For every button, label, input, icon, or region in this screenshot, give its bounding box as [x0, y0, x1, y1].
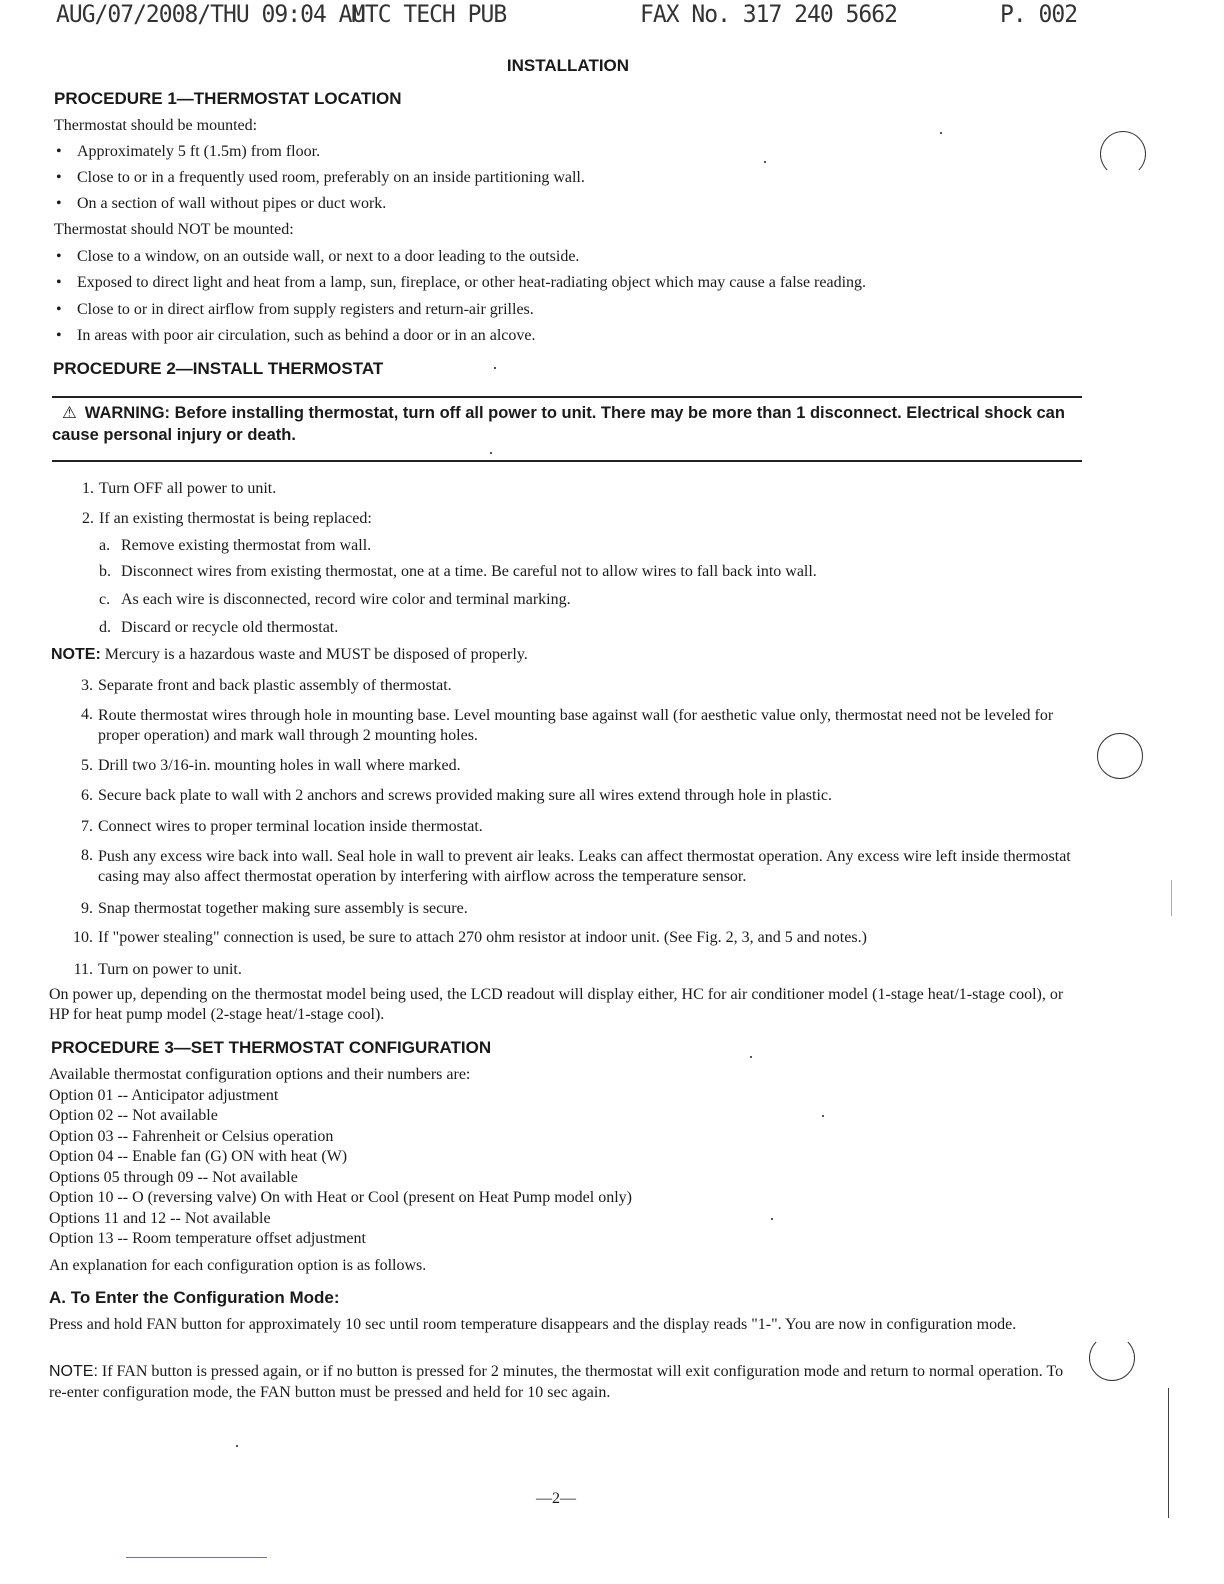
punch-hole-icon [1097, 733, 1143, 779]
step-number: 4. [81, 706, 93, 723]
punch-hole-icon [1089, 1335, 1135, 1381]
scan-speck [490, 452, 492, 454]
bullet-icon: • [56, 274, 62, 291]
procedure1-title: PROCEDURE 1—THERMOSTAT LOCATION [54, 89, 402, 108]
warning-label: WARNING: [84, 404, 171, 422]
options-explanation: An explanation for each configuration option is as follows. [49, 1257, 427, 1274]
scan-speck [771, 1218, 773, 1220]
not-mounted-item: Exposed to direct light and heat from a lamp, sun, fireplace, or other heat-radiating object which may cause a false reading. [77, 274, 867, 291]
mercury-note [51, 646, 528, 664]
option-item: Option 02 -- Not available [49, 1107, 218, 1124]
substep-number: c. [99, 591, 111, 608]
substep-text: Discard or recycle old thermostat. [121, 619, 339, 636]
note-label: NOTE: [49, 1363, 98, 1380]
not-mounted-intro: Thermostat should NOT be mounted: [54, 221, 294, 238]
fax-page: P. 002 [1000, 1, 1078, 29]
option-item: Options 05 through 09 -- Not available [49, 1169, 298, 1186]
bullet-icon: • [56, 143, 62, 160]
step-text: Separate front and back plastic assembly of thermostat. [98, 677, 452, 694]
step-number: 1. [82, 480, 94, 497]
note-text: Mercury is a hazardous waste and MUST be disposed of properly. [104, 646, 528, 663]
substep-number: a. [99, 537, 111, 554]
scan-edge-line [1171, 880, 1172, 916]
step-text: Drill two 3/16-in. mounting holes in wall where marked. [98, 757, 461, 774]
step-number: 2. [82, 510, 94, 527]
fax-header [56, 1, 1078, 35]
step-text: Push any excess wire back into wall. Seal hole in wall to prevent air leaks. Leaks can affect thermostat operation. Any excess wire left inside thermostat casing may also affect thermostat operation by interfering with airflow across the temperature sensor. [98, 848, 1071, 885]
option-item: Option 03 -- Fahrenheit or Celsius operation [49, 1128, 334, 1145]
option-item: Option 13 -- Room temperature offset adjustment [49, 1230, 366, 1247]
bullet-icon: • [56, 327, 62, 344]
step-number: 6. [81, 787, 93, 804]
scan-speck [494, 367, 496, 369]
substep-text: Disconnect wires from existing thermostat, one at a time. Be careful not to allow wires to fall back into wall. [121, 563, 817, 580]
mounted-item: Close to or in a frequently used room, preferably on an inside partitioning wall. [77, 169, 585, 186]
step-text: Route thermostat wires through hole in mounting base. Level mounting base against wall (for aesthetic value only, thermostat need not be leveled for proper operation) and mark wall through 2 mounting holes. [98, 707, 1054, 744]
option-item: Option 01 -- Anticipator adjustment [49, 1087, 279, 1104]
step-number: 11. [73, 961, 93, 978]
note-label: NOTE: [51, 646, 101, 663]
step-text: If "power stealing" connection is used, be sure to attach 270 ohm resistor at indoor unit. (See Fig. 2, 3, and 5 and notes.) [98, 929, 867, 946]
fax-number: FAX No. 317 240 5662 [640, 1, 897, 29]
step-text: Connect wires to proper terminal location inside thermostat. [98, 818, 483, 835]
options-intro: Available thermostat configuration options and their numbers are: [49, 1066, 471, 1083]
not-mounted-item: In areas with poor air circulation, such as behind a door or in an alcove. [77, 327, 536, 344]
fax-date: AUG/07/2008/THU 09:04 AM [56, 1, 365, 29]
configuration-mode-text: Press and hold FAN button for approximately 10 sec until room temperature disappears and the display reads "1-". You are now in configuration mode. [49, 1316, 1017, 1333]
substep-number: b. [99, 563, 111, 580]
step-number: 10. [73, 929, 93, 946]
mounted-item: On a section of wall without pipes or duct work. [77, 195, 387, 212]
option-item: Option 04 -- Enable fan (G) ON with heat (W) [49, 1148, 348, 1165]
bullet-icon: • [56, 169, 62, 186]
procedure2-title: PROCEDURE 2—INSTALL THERMOSTAT [53, 359, 384, 378]
substep-text: Remove existing thermostat from wall. [121, 537, 372, 554]
warning-box [52, 402, 1082, 446]
step-text: Turn OFF all power to unit. [99, 480, 277, 497]
step-text: Turn on power to unit. [98, 961, 242, 978]
bullet-icon: • [56, 301, 62, 318]
option-item: Options 11 and 12 -- Not available [49, 1210, 271, 1227]
option-item: Option 10 -- O (reversing valve) On with Heat or Cool (present on Heat Pump model only) [49, 1189, 632, 1206]
not-mounted-item: Close to a window, on an outside wall, or next to a door leading to the outside. [77, 248, 580, 265]
scan-edge-line [1168, 1388, 1169, 1518]
punch-hole-icon [1100, 131, 1146, 177]
step-number: 8. [81, 847, 93, 864]
section-title: INSTALLATION [506, 56, 630, 75]
scan-speck [940, 132, 942, 134]
mounted-intro: Thermostat should be mounted: [54, 117, 258, 134]
bullet-icon: • [56, 248, 62, 265]
step-number: 3. [81, 677, 93, 694]
step-number: 5. [81, 757, 93, 774]
warning-top-rule [52, 396, 1082, 398]
configuration-mode-title: A. To Enter the Configuration Mode: [49, 1288, 340, 1307]
step-number: 9. [81, 900, 93, 917]
scan-speck [750, 1056, 752, 1058]
fax-org: UTC TECH PUB [352, 1, 507, 29]
warning-text: Before installing thermostat, turn off all power to unit. There may be more than 1 disconnect. Electrical shock can cause personal injury or death. [52, 404, 1065, 444]
procedure3-title: PROCEDURE 3—SET THERMOSTAT CONFIGURATION [51, 1038, 492, 1057]
power-up-text: On power up, depending on the thermostat model being used, the LCD readout will display either, HC for air conditioner model (1-stage heat/1-stage cool), or HP for heat pump model (2-stage heat/1-stage cool). [49, 986, 1064, 1023]
configuration-note [49, 1361, 1084, 1403]
page-number: —2— [536, 1490, 576, 1507]
warning-triangle-icon: ⚠ [62, 404, 77, 422]
scan-speck [822, 1115, 824, 1117]
step-text: If an existing thermostat is being replaced: [99, 510, 372, 527]
bullet-icon: • [56, 195, 62, 212]
mounted-item: Approximately 5 ft (1.5m) from floor. [77, 143, 321, 160]
step-text: Snap thermostat together making sure assembly is secure. [98, 900, 468, 917]
warning-bottom-rule [52, 460, 1082, 462]
step-number: 7. [81, 818, 93, 835]
substep-number: d. [99, 619, 111, 636]
not-mounted-item: Close to or in direct airflow from supply registers and return-air grilles. [77, 301, 534, 318]
substep-text: As each wire is disconnected, record wire color and terminal marking. [121, 591, 571, 608]
blue-edge-line [126, 1557, 267, 1558]
note-text: If FAN button is pressed again, or if no button is pressed for 2 minutes, the thermostat will exit configuration mode and return to normal operation. To re-enter configuration mode, the FAN button must be pressed and held for 10 sec again. [49, 1363, 1064, 1401]
scan-speck [764, 161, 766, 163]
step-text: Secure back plate to wall with 2 anchors and screws provided making sure all wires extend through hole in plastic. [98, 787, 833, 804]
scan-speck [236, 1445, 238, 1447]
